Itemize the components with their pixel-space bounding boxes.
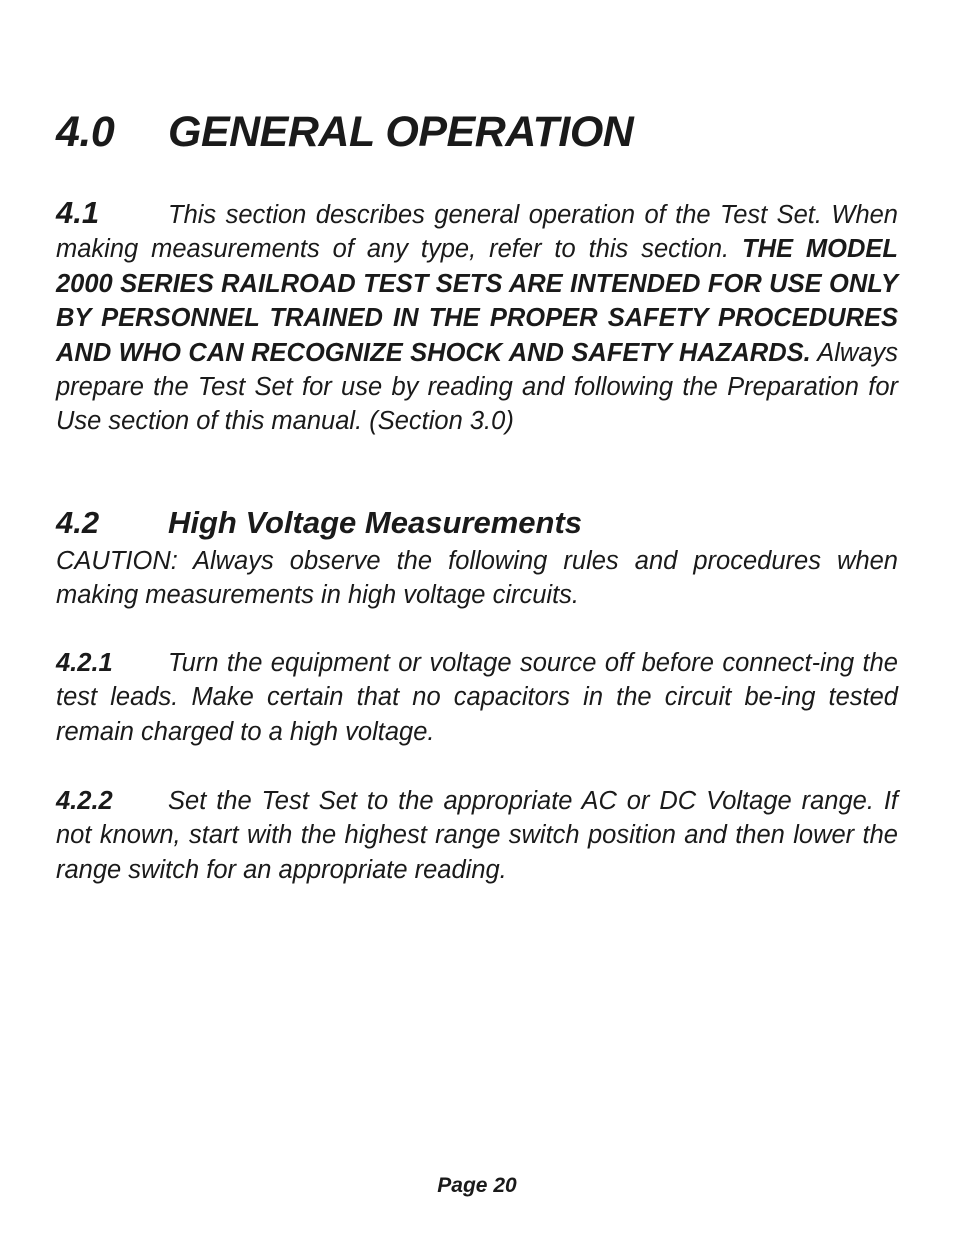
section-4-2-1: [56, 646, 898, 749]
section-4-2-2-paragraph: [56, 784, 898, 887]
section-4-2-1-number: 4.2.1: [56, 649, 113, 677]
section-4-1-warning-text: THE MODEL 2000 SERIES RAILROAD TEST SETS ARE INTENDED FOR USE ONLY BY PERSONNEL TRAINED IN THE PROPER SAFETY PROCEDURES AND WHO CAN RECOGNIZE SHOCK AND SAFETY HAZARDS.: [56, 235, 898, 367]
caution-text: CAUTION: Always observe the following rules and procedures when making measurements in high voltage circuits.: [56, 547, 898, 610]
section-4-1-number: 4.1: [56, 195, 100, 230]
section-4-1-paragraph: [56, 196, 898, 439]
section-4-1: [56, 196, 898, 439]
section-4-2-title: High Voltage Measurements: [168, 505, 583, 540]
section-4-2-heading: [56, 504, 582, 542]
section-4-2-number: 4.2: [56, 505, 100, 540]
page-number: Page 20: [437, 1174, 517, 1197]
manual-page: [56, 0, 898, 1235]
section-4-2-2-number: 4.2.2: [56, 787, 113, 815]
section-4-2-2: [56, 784, 898, 887]
section-4-2-1-text: Turn the equipment or voltage source off before connect-ing the test leads. Make certain that no capacitors in the circuit be-ing tested remain charged to a high voltage.: [56, 649, 898, 746]
section-4-1-intro-text: This section describes general operation of the Test Set. When making measurements of any type, refer to this section.: [56, 201, 898, 264]
chapter-heading: [56, 108, 633, 156]
chapter-title: GENERAL OPERATION: [168, 108, 634, 156]
chapter-number: 4.0: [56, 108, 115, 156]
section-4-1-outro-text: Always prepare the Test Set for use by reading and following the Preparation for Use section of this manual. (Section 3.0): [56, 338, 898, 436]
section-4-2-caution: [56, 544, 898, 613]
section-4-2-2-text: Set the Test Set to the appropriate AC or DC Voltage range. If not known, start with the highest range switch position and then lower the range switch for an appropriate reading.: [56, 787, 898, 884]
section-4-2-1-paragraph: [56, 646, 898, 749]
